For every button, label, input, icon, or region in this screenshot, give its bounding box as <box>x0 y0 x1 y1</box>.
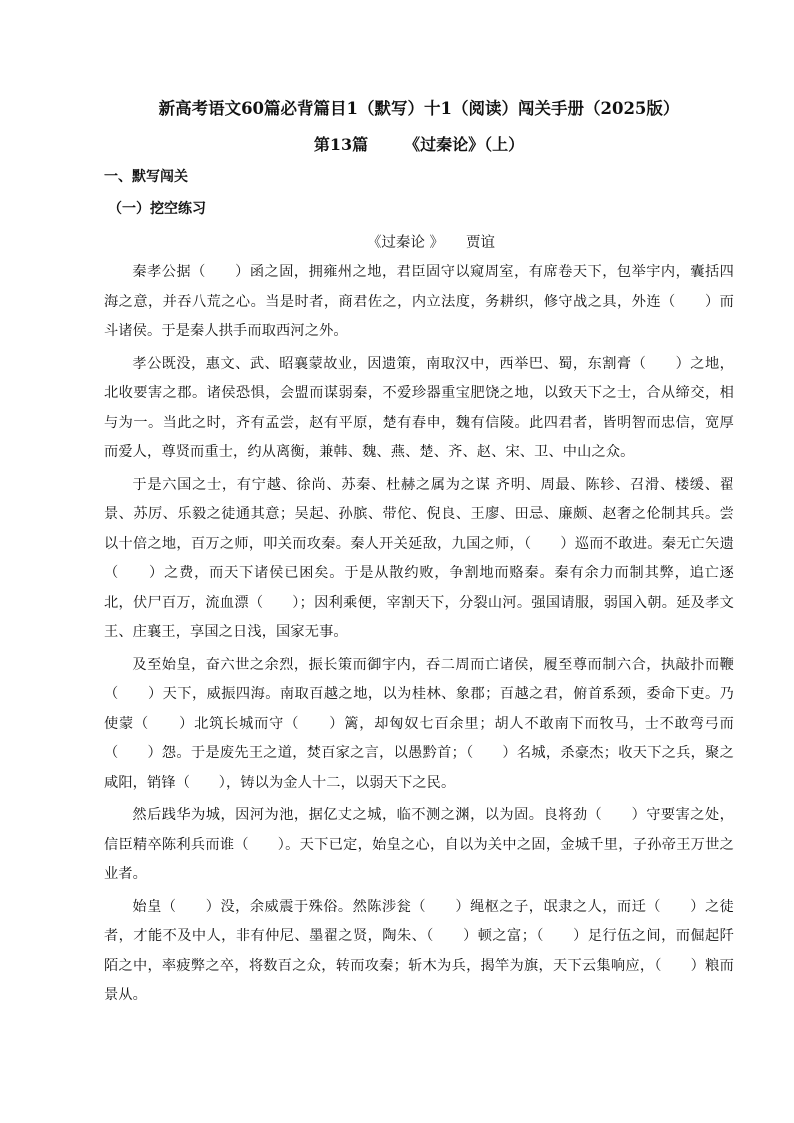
paragraph: 孝公既没，惠文、武、昭襄蒙故业，因遗策，南取汉中，西举巴、蜀，东割膏（ ）之地，北收要害之郡。诸侯恐惧，会盟而谋弱秦，不爱珍器重宝肥饶之地，以致天下之士，合从缔交，相与为一。当此之时，齐有孟尝，赵有平原，楚有春申，魏有信陵。此四君者，皆明智而忠信，宽厚而爱人，尊贤而重士，约从离衡，兼韩、魏、燕、楚、齐、赵、宋、卫、中山之众。 <box>104 355 734 460</box>
paragraph: 始皇（ ）没，余威震于殊俗。然陈涉瓮（ ）绳枢之子，氓隶之人，而迁（ ）之徒者，才能不及中人，非有仲尼、墨翟之贤，陶朱、（ ）顿之富；（ ）足行伍之间，而倔起阡陌之中，率疲弊之卒，将数百之众，转而攻秦；斩木为兵，揭竿为旗，天下云集响应，（ ）粮而景从。 <box>104 898 734 1003</box>
chapter-number: 第13篇 <box>313 135 369 154</box>
section-heading-dictation: 一、默写闯关 <box>104 169 188 185</box>
paragraph: 及至始皇，奋六世之余烈，振长策而御宇内，吞二周而亡诸侯，履至尊而制六合，执敲扑而鞭（ ）天下，威振四海。南取百越之地，以为桂林、象郡；百越之君，俯首系颈，委命下吏。乃使蒙（ ）北筑长城而守（ ）篱，却匈奴七百余里；胡人不敢南下而牧马，士不敢弯弓而（ ）怨。于是废先王之道，焚百家之言，以愚黔首；（ ）名城，杀豪杰；收天下之兵，聚之咸阳，销锋（ ），铸以为金人十二，以弱天下之民。 <box>104 656 734 791</box>
paragraph: 然后践华为城，因河为池，据亿丈之城，临不测之渊，以为固。良将劲（ ）守要害之处，信臣精卒陈利兵而谁（ ）。天下已定，始皇之心，自以为关中之固，金城千里，子孙帝王万世之业者。 <box>104 807 734 882</box>
chapter-name: 《过秦论》（上） <box>404 135 525 154</box>
paragraph: 秦孝公据（ ）函之固，拥雍州之地，君臣固守以窥周室，有席卷天下，包举宇内，囊括四海之意，并吞八荒之心。当是时者，商君佐之，内立法度，务耕织，修守战之具，外连（ ）而斗诸侯。于是秦人拱手而取西河之外。 <box>104 264 734 339</box>
subsection-heading-fill-blank: （一）挖空练习 <box>108 201 206 217</box>
passage-body <box>104 258 734 1011</box>
text-title: 《过秦论 》 <box>366 235 445 251</box>
chapter-title <box>104 132 734 158</box>
paragraph: 于是六国之士，有宁越、徐尚、苏秦、杜赫之属为之谋 齐明、周最、陈轸、召滑、楼缓、翟景、苏厉、乐毅之徒通其意；吴起、孙膑、带佗、倪良、王廖、田忌、廉颇、赵奢之伦制其兵。尝以十倍之地，百万之师，叩关而攻秦。秦人开关延敌，九国之师，（ ）巡而不敢进。秦无亡矢遗（ ）之费，而天下诸侯已困矣。于是从散约败，争割地而赂秦。秦有余力而制其弊，追亡逐北，伏尸百万，流血漂（ ）；因利乘便，宰割天下，分裂山河。强国请服，弱国入朝。延及孝文王、庄襄王，享国之日浅，国家无事。 <box>104 476 734 640</box>
text-author: 贾谊 <box>466 235 496 251</box>
text-title-line <box>104 232 734 254</box>
document-title: 新高考语文60篇必背篇目1（默写）十1（阅读）闯关手册（2025版） <box>158 99 680 118</box>
